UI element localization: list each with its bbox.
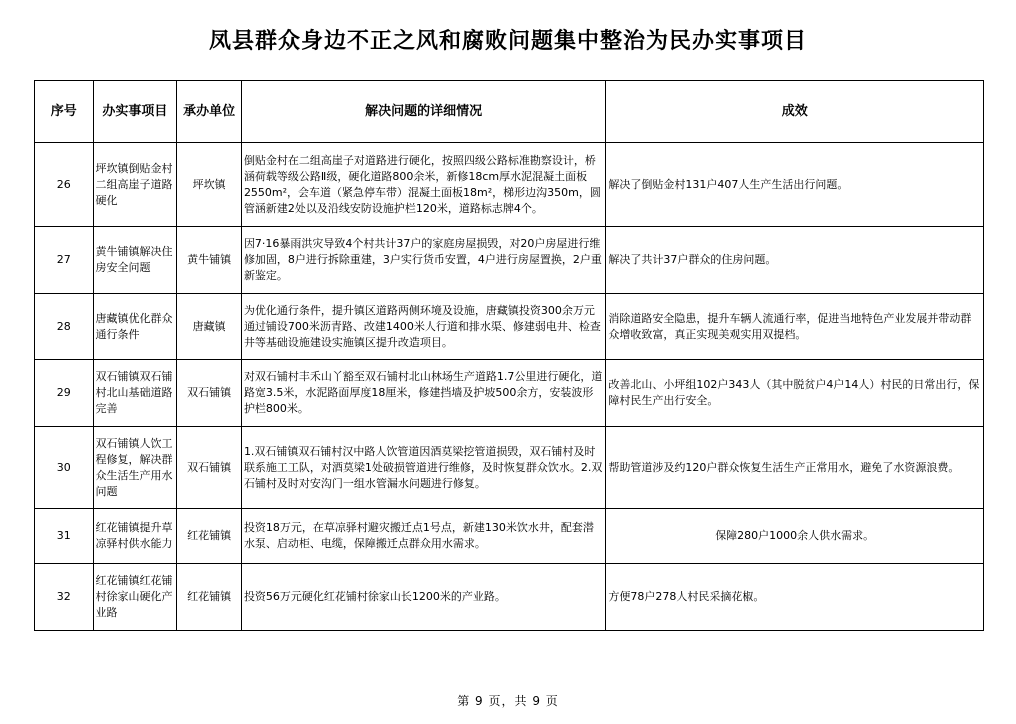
row-item: 红花铺镇提升草凉驿村供水能力 bbox=[93, 509, 177, 564]
row-item: 双石铺镇双石铺村北山基础道路完善 bbox=[93, 360, 177, 427]
row-unit: 唐藏镇 bbox=[177, 294, 242, 360]
header-detail: 解决问题的详细情况 bbox=[241, 81, 605, 143]
table-row bbox=[35, 427, 984, 509]
row-no: 30 bbox=[35, 427, 94, 509]
page-number: 第 9 页，共 9 页 bbox=[457, 694, 559, 708]
row-result: 方便78户278人村民采摘花椒。 bbox=[606, 564, 984, 631]
row-result: 解决了倒贴金村131户407人生产生活出行问题。 bbox=[606, 143, 984, 227]
header-item: 办实事项目 bbox=[93, 81, 177, 143]
header-result: 成效 bbox=[606, 81, 984, 143]
row-item: 唐藏镇优化群众通行条件 bbox=[93, 294, 177, 360]
document-title: 凤县群众身边不正之风和腐败问题集中整治为民办实事项目 bbox=[208, 29, 807, 54]
row-detail: 投资18万元，在草凉驿村避灾搬迁点1号点，新建130米饮水井，配套潜水泵、启动柜、电缆，保障搬迁点群众用水需求。 bbox=[241, 509, 605, 564]
row-no: 26 bbox=[35, 143, 94, 227]
table-row bbox=[35, 564, 984, 631]
header-unit: 承办单位 bbox=[177, 81, 242, 143]
row-detail: 倒贴金村在二组高崖子对道路进行硬化，按照四级公路标准勘察设计，桥涵荷载等级公路Ⅱ级，硬化道路800余米，新修18cm厚水泥混凝土面板2550m²，会车道（紧急停车带）混凝土面板18m²，梯形边沟350m，圆管涵新建2处以及沿线安防设施护栏120米，道路标志牌4个。 bbox=[241, 143, 605, 227]
row-result: 解决了共计37户群众的住房问题。 bbox=[606, 227, 984, 294]
row-item: 双石铺镇人饮工程修复，解决群众生活生产用水问题 bbox=[93, 427, 177, 509]
row-result: 消除道路安全隐患，提升车辆人流通行率，促进当地特色产业发展并带动群众增收致富，真正实现美观实用双提档。 bbox=[606, 294, 984, 360]
row-no: 29 bbox=[35, 360, 94, 427]
row-no: 31 bbox=[35, 509, 94, 564]
row-detail: 对双石铺村丰禾山丫豁至双石铺村北山林场生产道路1.7公里进行硬化，道路宽3.5米，水泥路面厚度18厘米，修建挡墙及护坡500余方，安装波形护栏800米。 bbox=[241, 360, 605, 427]
row-unit: 红花铺镇 bbox=[177, 509, 242, 564]
row-result: 改善北山、小坪组102户343人（其中脱贫户4户14人）村民的日常出行，保障村民生产出行安全。 bbox=[606, 360, 984, 427]
projects-table bbox=[34, 80, 984, 631]
table-header-row bbox=[35, 81, 984, 143]
row-detail: 为优化通行条件，提升镇区道路两侧环境及设施，唐藏镇投资300余万元通过铺设700米沥青路、改建1400米人行道和排水渠、修建弱电井、检查井等基础设施建设实施镇区提升改造项目。 bbox=[241, 294, 605, 360]
row-item: 红花铺镇红花铺村徐家山硬化产业路 bbox=[93, 564, 177, 631]
table-row bbox=[35, 294, 984, 360]
row-item: 黄牛铺镇解决住房安全问题 bbox=[93, 227, 177, 294]
row-item: 坪坎镇倒贴金村二组高崖子道路硬化 bbox=[93, 143, 177, 227]
row-no: 27 bbox=[35, 227, 94, 294]
row-detail: 因7·16暴雨洪灾导致4个村共计37户的家庭房屋损毁，对20户房屋进行维修加固，8户进行拆除重建，3户实行货币安置，4户进行房屋置换，2户重新鉴定。 bbox=[241, 227, 605, 294]
row-no: 28 bbox=[35, 294, 94, 360]
row-unit: 双石铺镇 bbox=[177, 427, 242, 509]
row-no: 32 bbox=[35, 564, 94, 631]
header-no: 序号 bbox=[35, 81, 94, 143]
row-unit: 黄牛铺镇 bbox=[177, 227, 242, 294]
row-unit: 坪坎镇 bbox=[177, 143, 242, 227]
row-unit: 双石铺镇 bbox=[177, 360, 242, 427]
table-row bbox=[35, 360, 984, 427]
row-result: 帮助管道涉及约120户群众恢复生活生产正常用水，避免了水资源浪费。 bbox=[606, 427, 984, 509]
row-detail: 投资56万元硬化红花铺村徐家山长1200米的产业路。 bbox=[241, 564, 605, 631]
table-row bbox=[35, 509, 984, 564]
row-result: 保障280户1000余人供水需求。 bbox=[606, 509, 984, 564]
row-unit: 红花铺镇 bbox=[177, 564, 242, 631]
table-row bbox=[35, 143, 984, 227]
table-row bbox=[35, 227, 984, 294]
row-detail: 1.双石铺镇双石铺村汉中路人饮管道因酒莫梁挖管道损毁，双石铺村及时联系施工工队，对酒莫梁1处破损管道进行维修，及时恢复群众饮水。2.双石铺村及时对安沟门一组水管漏水问题进行修复。 bbox=[241, 427, 605, 509]
